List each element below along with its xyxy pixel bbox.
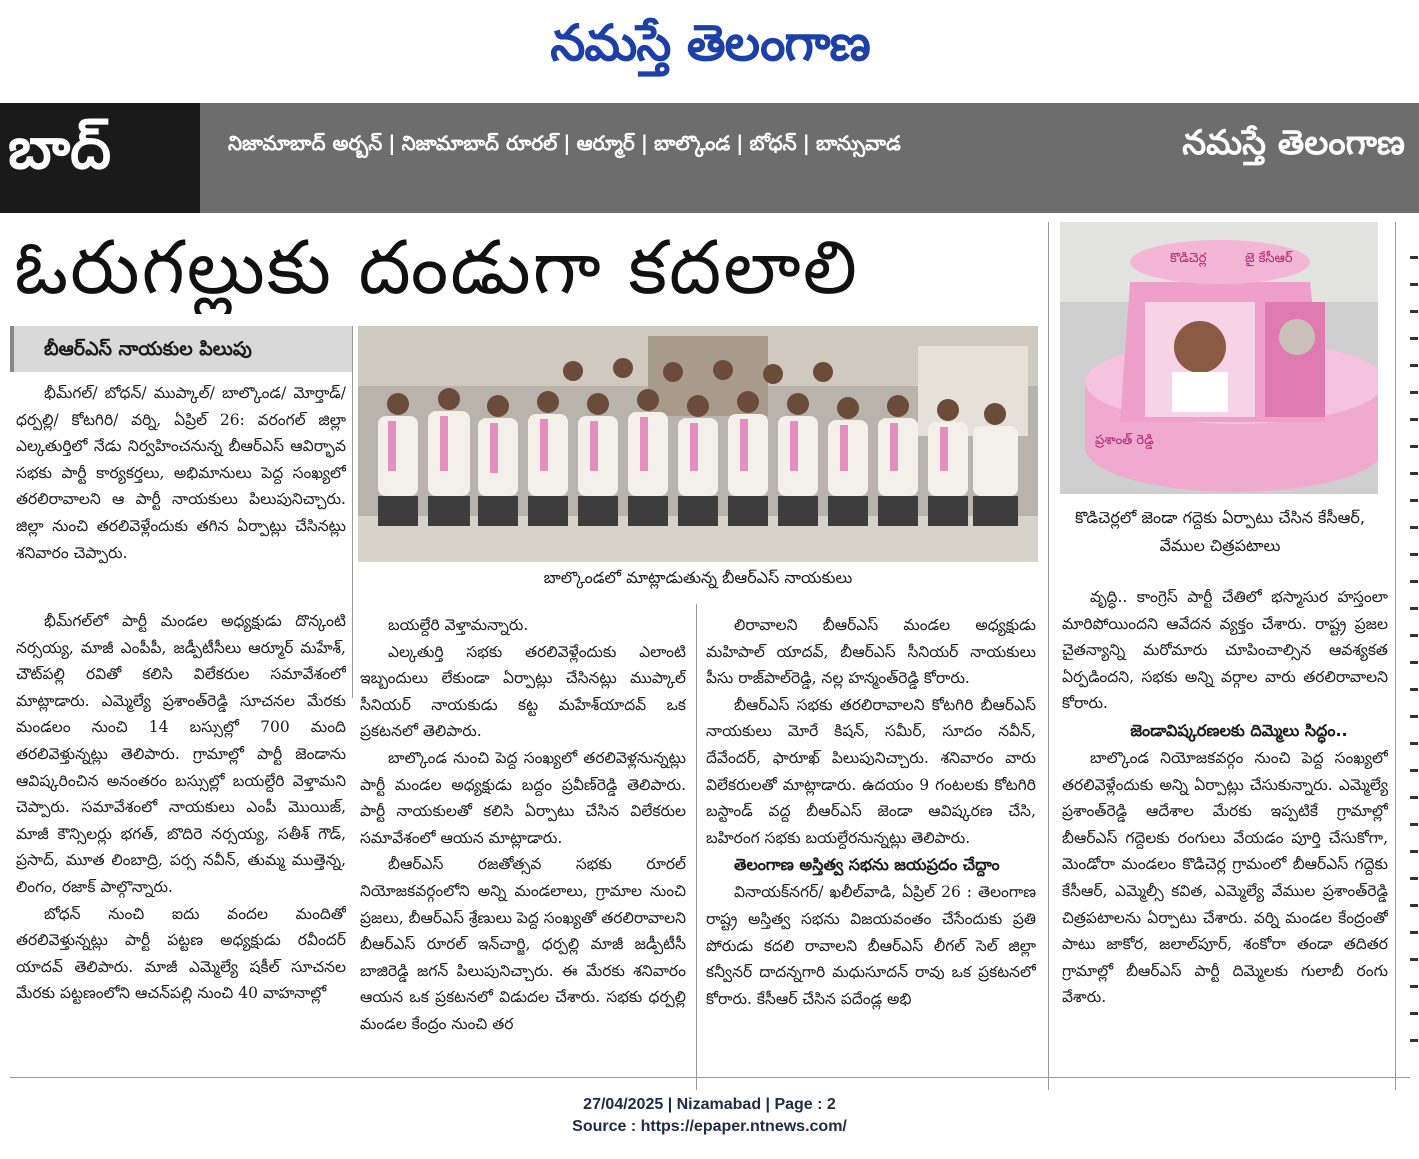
paragraph: బయల్దేరి వెళ్తామన్నారు. (388, 616, 529, 634)
town-item: నిజామాబాద్ అర్బన్ (228, 131, 383, 155)
column-rule (1048, 222, 1049, 1090)
masthead (0, 0, 1419, 100)
town-item: ఆర్మూర్ (576, 131, 635, 155)
group-photo-caption: బాల్కొండలో మాట్లాడుతున్న బీఆర్ఎస్ నాయకులు (543, 568, 853, 587)
paragraph: ఎల్కతుర్తి సభకు తరలివెళ్లేందుకు ఎలాంటి ఇబ్బందులు లేకుండా ఏర్పాట్లు చేసినట్లు ముప్కాల్ సీనియర్ నాయకుడు కట్ట మహేశ్‌యాదవ్ ఒక ప్రకటనలో తెలిపారు. (360, 642, 686, 741)
paragraph: లిరావాలని బీఆర్ఎస్ మండల అధ్యక్షుడు మహిపాల్ యాదవ్, బీఆర్ఎస్ సీనియర్ నాయకులు పీసు రాజ్‌పాల్‌రెడ్డి, నల్ల హన్మంత్‌రెడ్డి కోరారు. (706, 616, 1036, 688)
column-rule (1395, 222, 1396, 1090)
page-rule (10, 1077, 1410, 1078)
column-subheading: తెలంగాణ అస్తిత్వ సభను జయప్రదం చేద్దాం (734, 855, 1000, 875)
section-brand: నమస్తే తెలంగాణ (1182, 123, 1405, 163)
article-column-3 (706, 612, 1036, 1088)
pedestal-label: జై కేసీఆర్ (1245, 251, 1293, 266)
column-subheading: జెండావిష్కరణలకు దిమ్మెలు సిద్ధం.. (1130, 720, 1348, 740)
pedestal-photo-caption: కొడిచెర్లలో జెండా గద్దెకు ఏర్పాటు చేసిన కేసీఆర్, వేముల చిత్రపటాలు (1075, 508, 1365, 555)
flag-pedestal-photo (1060, 222, 1378, 494)
paragraph: బోధన్ నుంచి ఐదు వందల మందితో తరలివెళ్తున్నట్లు పార్టీ పట్టణ అధ్యక్షుడు రవీందర్ యాదవ్ తెలిపారు. మాజీ ఎమ్మెల్యే షకీల్ సూచనల మేరకు పట్టణంలోని ఆచన్‌పల్లి నుంచి 40 వాహనాల్లో (16, 904, 346, 1003)
column-rule (696, 604, 697, 1090)
story-headline: ఓరుగల్లుకు దండుగా కదలాలి (14, 225, 859, 311)
group-photo-image (358, 326, 1038, 562)
article-column-1-continued (16, 608, 346, 1088)
newspaper-title: నమస్తే తెలంగాణ (550, 14, 870, 72)
paragraph: బీఆర్ఎస్ సభకు తరలిరావాలని కోటగిరి బీఆర్ఎస్ నాయకులు మోరే కిషన్, సమీర్, సూదం నవీన్, దేవేందర్, ఫారూఖ్ పిలుపునిచ్చారు. శనివారం వారు విలేకరులతో మాట్లాడారు. ఉదయం 9 గంటలకు కోటగిరి బస్టాండ్ వద్ద బీఆర్ఎస్ జెండా ఆవిష్కరణ చేసి, బహిరంగ సభకు బయల్దేరనున్నట్లు తెలిపారు. (706, 695, 1036, 847)
paragraph: బాల్కొండ నుంచి పెద్ద సంఖ్యలో తరలివెళ్లనున్నట్లు పార్టీ మండల అధ్యక్షుడు బద్దం ప్రవీణ్‌రెడ్డి తెలిపారు. పార్టీ నాయకులతో కలిసి ఏర్పాటు చేసిన విలేకరుల సమావేశంలో ఆయన మాట్లాడారు. (360, 748, 686, 847)
town-item: బాల్కొండ (654, 131, 731, 155)
paragraph: బీఆర్ఎస్ రజతోత్సవ సభకు రూరల్ నియోజకవర్గంలోని అన్ని మండలాలు, గ్రామాల నుంచి ప్రజలు, బీఆర్ఎస్ శ్రేణులు పెద్ద సంఖ్యతో తరలిరావాలని బీఆర్ఎస్ రూరల్ ఇన్‌చార్జి, ధర్పల్లి మాజీ జడ్పీటీసీ బాజిరెడ్డి జగన్ పిలుపునిచ్చారు. ఈ మేరకు శనివారం ఆయన ఒక ప్రకటనలో విడుదల చేశారు. సభకు ధర్పల్లి మండల కేంద్రం నుంచి తర (360, 855, 686, 1033)
source-link[interactable]: Source : https://epaper.ntnews.com/ (572, 1118, 847, 1135)
town-item: బాన్సువాడ (815, 131, 901, 155)
edition-info: 27/04/2025 | Nizamabad | Page : 2 (583, 1096, 836, 1113)
story-kicker: బీఆర్ఎస్ నాయకుల పిలుపు (10, 326, 352, 372)
paragraph: వినాయక్‌నగర్/ ఖలీల్‌వాడి, ఏప్రిల్ 26 : తెలంగాణ రాష్ట్ర అస్తిత్వ సభను విజయవంతం చేసేందుకు ప్రతి పోరుడు కదలి రావాలని బీఆర్ఎస్ లీగల్ సెల్ జిల్లా కన్వీనర్ దాదన్నగారి మధుసూదన్ రావు ఒక ప్రకటనలో కోరారు. కేసీఆర్ చేసిన పదేండ్ల అభి (706, 883, 1036, 1008)
article-column-2 (360, 612, 686, 1088)
town-item: బోధన్ (749, 131, 797, 155)
section-logo: బాద్ (0, 103, 200, 213)
article-column-4 (1062, 584, 1388, 1088)
section-band (0, 103, 1419, 213)
paragraph: బాల్కొండ నియోజకవర్గం నుంచి పెద్ద సంఖ్యలో తరలివెళ్లేందుకు అన్ని ఏర్పాట్లు చేసుకున్నారు. ఎమ్మెల్యే ప్రశాంత్‌రెడ్డి ఆదేశాల మేరకు ఇప్పటికే గ్రామాల్లో బీఆర్ఎస్ గద్దెలకు రంగులు వేయడం పూర్తి చేసుకోగా, మెండోరా మండలం కొడిచెర్ల గ్రామంలో బీఆర్ఎస్ గద్దెకు కేసీఆర్, ఎమ్మెల్సీ కవిత, ఎమ్మెల్యే వేముల ప్రశాంత్‌రెడ్డి చిత్రపటాలను ఏర్పాటు చేశారు. వర్ని మండల కేంద్రంతో పాటు జాకోర, జలాల్‌పూర్, శంకోరా తండా తదితర గ్రామాల్లో బీఆర్ఎస్ పార్టీ దిమ్మెలకు గులాబీ రంగు వేశారు. (1062, 748, 1388, 1007)
column-rule (352, 326, 353, 698)
page-footer (0, 1094, 1419, 1138)
town-list: నిజామాబాద్ అర్బన్ | నిజామాబాద్ రూరల్ | ఆర్మూర్ | బాల్కొండ | బోధన్ | బాన్సువాడ (228, 131, 901, 155)
pedestal-label: కొడిచెర్ల (1170, 251, 1207, 266)
adjacent-column-edge (1404, 232, 1419, 1062)
group-photo (358, 326, 1038, 562)
town-item: నిజామాబాద్ రూరల్ (401, 131, 558, 155)
paragraph: భీమ్‌గల్/ బోధన్/ ముప్కాల్/ బాల్కొండ/ మోర్తాడ్/ ధర్పల్లి/ కోటగిరి/ వర్ని, ఏప్రిల్ 26: వరంగల్ జిల్లా ఎల్కతుర్తిలో నేడు నిర్వహించనున్న బీఆర్ఎస్ ఆవిర్భావ సభకు పార్టీ కార్యకర్తలు, అభిమానులు పెద్ద సంఖ్యలో తరలిరావాలని ఆ పార్టీ నాయకులు పిలుపునిచ్చారు. జిల్లా నుంచి తరలివెళ్లేందుకు తగిన ఏర్పాట్లు చేసినట్లు శనివారం చెప్పారు. (16, 384, 346, 562)
paragraph: భీమ్‌గల్‌లో పార్టీ మండల అధ్యక్షుడు దొన్కంటి నర్సయ్య, మాజీ ఎంపీపీ, జడ్పీటీసీలు ఆర్మూర్ మహేశ్, చౌట్‌పల్లి రవితో కలిసి విలేకరుల సమావేశంలో మాట్లాడారు. ఎమ్మెల్యే ప్రశాంత్‌రెడ్డి సూచనల మేరకు మండలం నుంచి 14 బస్సుల్లో 700 మంది తరలివెళ్తున్నట్లు తెలిపారు. గ్రామాల్లో పార్టీ జెండాను ఆవిష్కరించిన అనంతరం బస్సుల్లో బయల్దేరి వెళ్తామని చెప్పారు. సమావేశంలో నాయకులు ఎంపీ మొయిజ్, మాజీ కౌన్సిలర్లు భగత్, బొదిరె నర్సయ్య, సతీశ్ గౌడ్, ప్రసాద్, మూత లింబాద్రి, పర్స నవీన్, తుమ్మ ముత్తెన్న, లింగం, రజాక్ పాల్గొన్నారు. (16, 612, 346, 896)
pedestal-label: ప్రశాంత్ రెడ్డి (1095, 433, 1154, 448)
flag-pedestal-image (1060, 222, 1378, 494)
paragraph: వృద్ధి.. కాంగ్రెస్ పార్టీ చేతిలో భస్మాసుర హస్తంలా మారిపోయిందని ఆవేదన వ్యక్తం చేశారు. రాష్ట్ర ప్రజల చైతన్యాన్ని మరోమారు చూపించాల్సిన ఆవశ్యకత ఏర్పడిందని, సభకు అన్ని వర్గాల వారు తరలిరావాలని కోరారు. (1062, 588, 1388, 713)
